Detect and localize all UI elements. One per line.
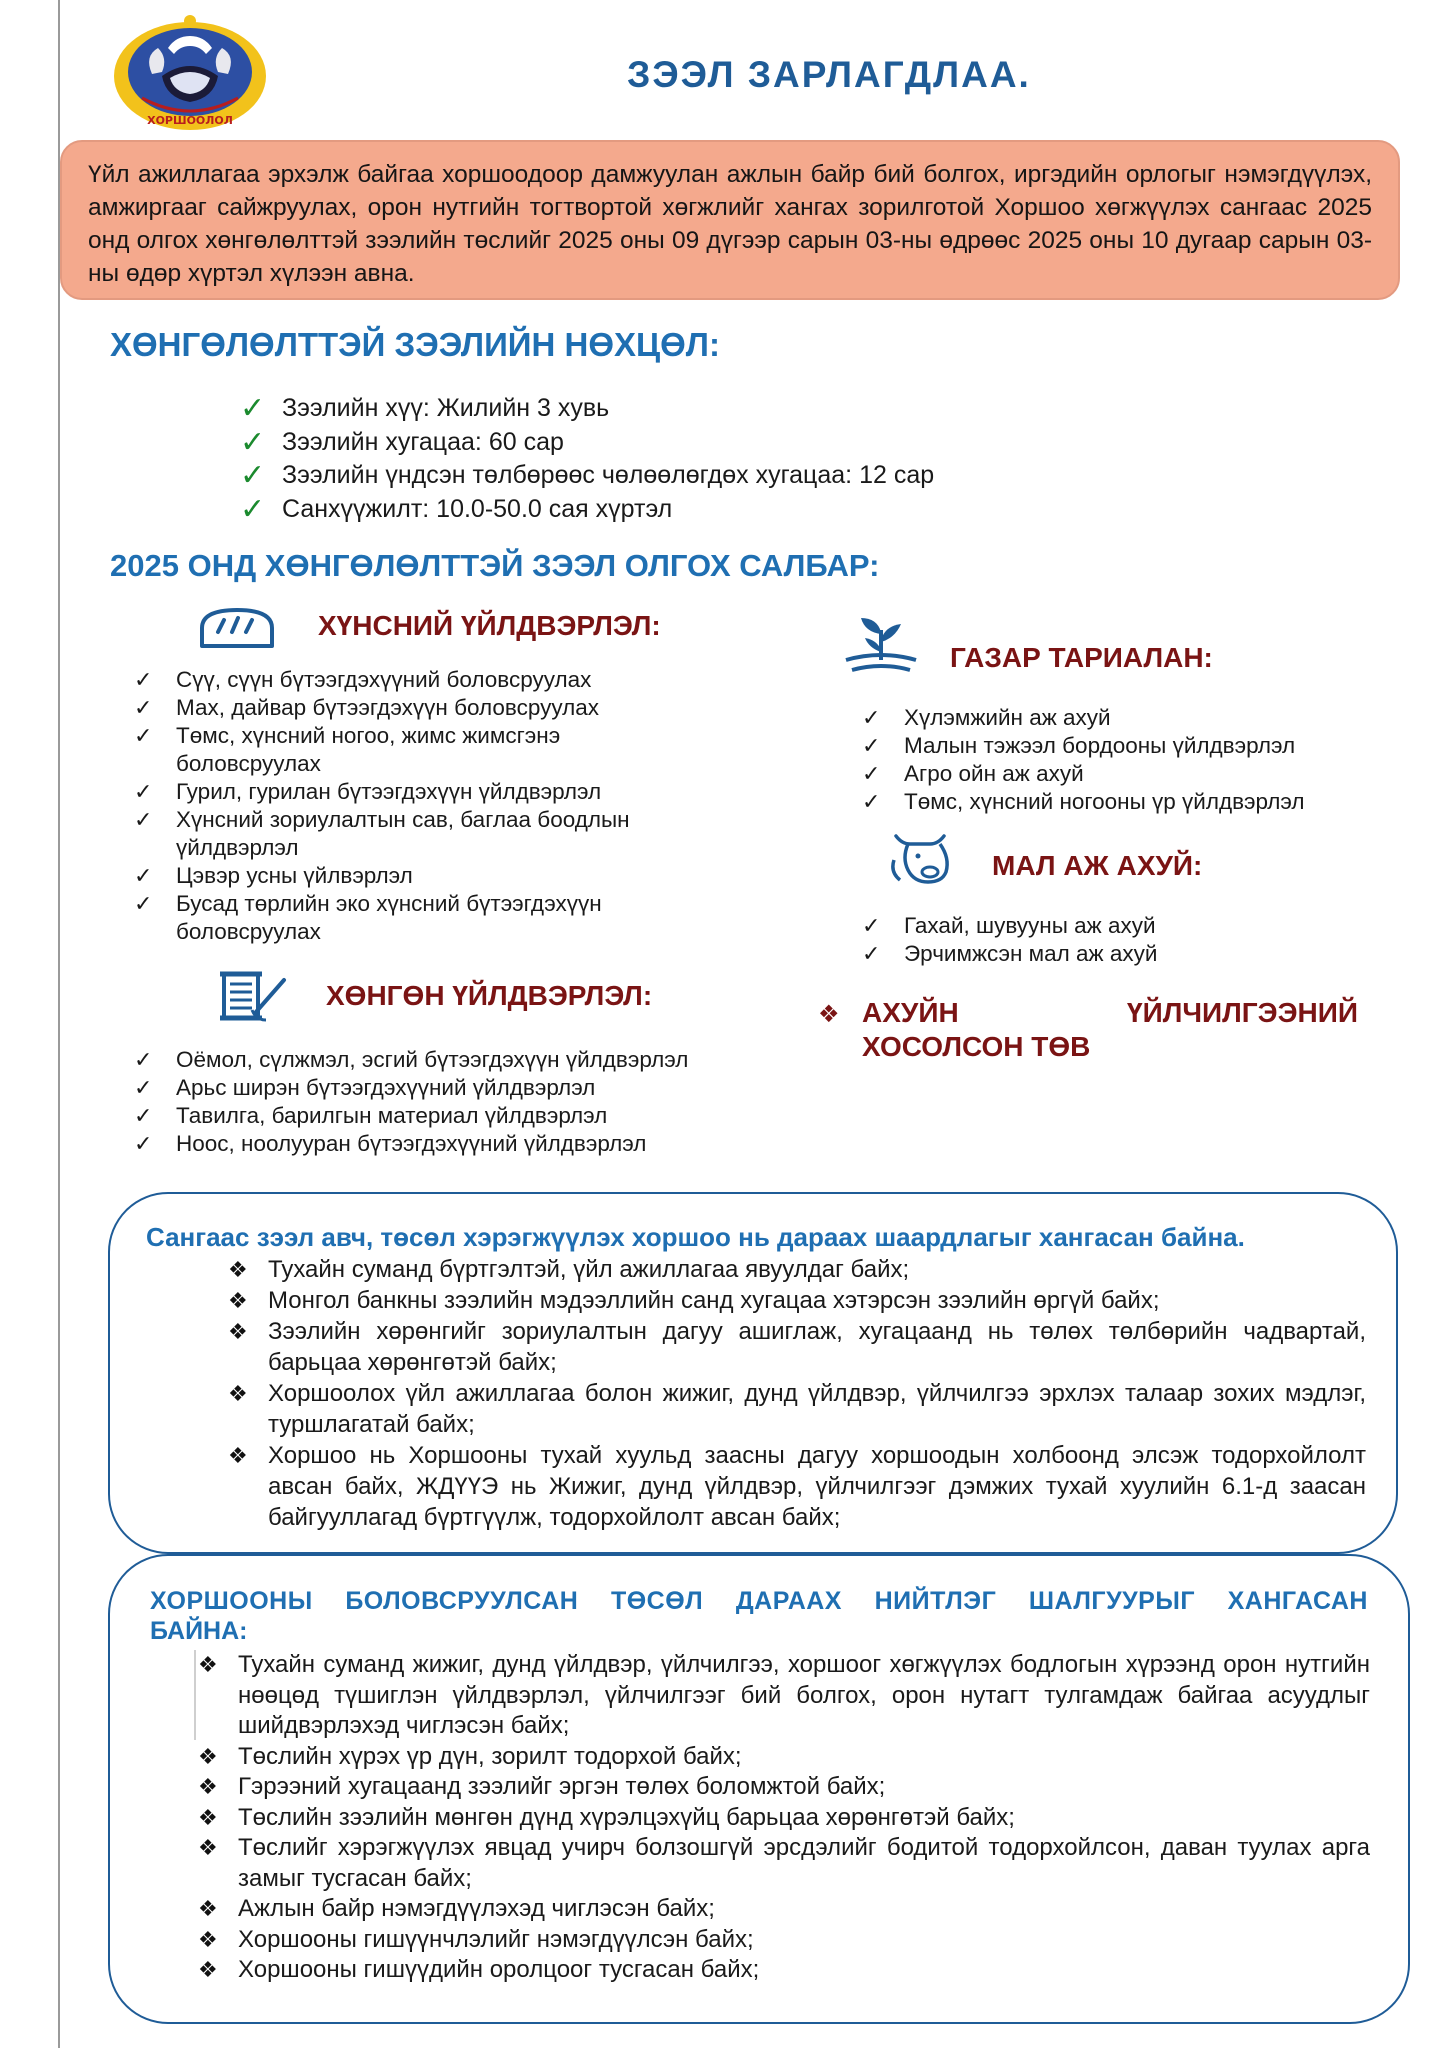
checkmark-icon: ✓ bbox=[240, 492, 266, 526]
diamond-bullet-icon: ❖ bbox=[228, 1319, 248, 1344]
food-sector-item bbox=[134, 862, 654, 890]
requirement-item bbox=[226, 1254, 1366, 1285]
light-industry-item-text: Тавилга, барилгын материал үйлдвэрлэл bbox=[176, 1103, 608, 1128]
checkmark-icon: ✓ bbox=[134, 1103, 153, 1128]
food-production-list bbox=[134, 666, 654, 946]
sectors-heading: 2025 ОНД ХӨНГӨЛӨЛТТЭЙ ЗЭЭЛ ОЛГОХ САЛБАР: bbox=[110, 548, 880, 583]
checkmark-icon: ✓ bbox=[862, 733, 881, 758]
farming-item-text: Агро ойн аж ахуй bbox=[904, 761, 1084, 786]
food-sector-item bbox=[134, 666, 654, 694]
livestock-item bbox=[862, 912, 1382, 940]
criteria-heading-line1: ХОРШООНЫ БОЛОВСРУУЛСАН ТӨСӨЛ ДАРААХ НИЙТЛЭГ ШАЛГУУРЫГ ХАНГАСАН bbox=[150, 1587, 1368, 1615]
loan-term-item-text: Зээлийн үндсэн төлбөрөөс чөлөөлөгдөх хугацаа: 12 сар bbox=[282, 461, 935, 489]
criterion-item bbox=[196, 1955, 1370, 1986]
criterion-item-text: Гэрээний хугацаанд зээлийг эргэн төлөх боломжтой байх; bbox=[238, 1773, 886, 1800]
checkmark-icon: ✓ bbox=[134, 695, 153, 720]
farming-item bbox=[862, 732, 1402, 760]
page-title: ЗЭЭЛ ЗАРЛАГДЛАА. bbox=[627, 54, 1031, 95]
criterion-item-text: Хоршооны гишүүнчлэлийг нэмэгдүүлсэн байх; bbox=[238, 1925, 754, 1953]
loan-terms-list bbox=[240, 392, 1140, 526]
service-center-line2: ХОСОЛСОН ТӨВ bbox=[862, 1031, 1091, 1062]
requirement-item bbox=[226, 1285, 1366, 1316]
criterion-item bbox=[196, 1650, 1370, 1742]
livestock-item-text: Эрчимжсэн мал аж ахуй bbox=[904, 941, 1158, 966]
food-sector-item-text: Цэвэр усны үйлвэрлэл bbox=[176, 863, 413, 888]
food-sector-item bbox=[134, 694, 654, 722]
farming-list bbox=[862, 704, 1402, 816]
light-industry-item bbox=[134, 1046, 694, 1074]
diamond-bullet-icon: ❖ bbox=[228, 1288, 248, 1313]
criterion-item bbox=[196, 1925, 1370, 1956]
checkmark-icon: ✓ bbox=[862, 705, 881, 730]
sprout-icon bbox=[842, 612, 920, 674]
farming-item-text: Төмс, хүнсний ногооны үр үйлдвэрлэл bbox=[904, 789, 1305, 814]
svg-text:ХОРШООЛОЛ: ХОРШООЛОЛ bbox=[147, 114, 233, 127]
service-center-line1: АХУЙН ҮЙЛЧИЛГЭЭНИЙ bbox=[862, 997, 1358, 1028]
criterion-item-text: Ажлын байр нэмэгдүүлэхэд чиглэсэн байх; bbox=[238, 1895, 715, 1922]
criterion-item bbox=[196, 1833, 1370, 1894]
checkmark-icon: ✓ bbox=[862, 761, 881, 786]
checkmark-icon: ✓ bbox=[134, 891, 153, 916]
diamond-bullet-icon: ❖ bbox=[198, 1652, 218, 1677]
left-margin-rule bbox=[58, 0, 60, 2048]
farming-item-text: Малын тэжээл бордооны үйлдвэрлэл bbox=[904, 733, 1296, 758]
requirements-list bbox=[226, 1254, 1366, 1533]
criteria-heading-line2: БАЙНА: bbox=[150, 1617, 248, 1645]
criterion-item-text: Тухайн суманд жижиг, дунд үйлдвэр, үйлчилгээ, хоршоог хөгжүүлэх бодлогын хүрээнд орон нутгийн нөөцөд түшиглэн үйлдвэрлэл, үйлчилгээг бий болгох, орон нутагт тулгамдаж байгаа асуудлыг шийдвэрлэхэд чиглэсэн байх; bbox=[238, 1651, 1370, 1739]
checkmark-icon: ✓ bbox=[134, 723, 153, 748]
loan-term-item bbox=[240, 459, 1140, 493]
checkmark-icon: ✓ bbox=[240, 425, 266, 459]
farming-item bbox=[862, 704, 1402, 732]
requirement-item-text: Хоршоо нь Хоршооны тухай хуульд заасны дагуу хоршоодын холбоонд элсэж тодорхойлолт авсан байх, ЖДҮҮЭ нь Жижиг, дунд үйлдвэр, үйлчилгээг дэмжих тухай хуулийн 6.1-д заасан байгууллагад бүртгүүлж, тодорхойлолт авсан байх; bbox=[268, 1442, 1366, 1531]
requirement-item bbox=[226, 1316, 1366, 1378]
food-sector-item bbox=[134, 890, 654, 946]
diamond-bullet-icon: ❖ bbox=[818, 1001, 840, 1028]
criterion-item-text: Төслийг хэрэгжүүлэх явцад учирч болзошгүй эрсдэлийг бодитой тодорхойлсон, даван туулах арга замыг тусгасан байх; bbox=[238, 1834, 1370, 1892]
light-industry-item-text: Арьс ширэн бүтээгдэхүүний үйлдвэрлэл bbox=[176, 1075, 596, 1100]
diamond-bullet-icon: ❖ bbox=[198, 1743, 218, 1769]
diamond-bullet-icon: ❖ bbox=[198, 1835, 218, 1860]
food-sector-item bbox=[134, 806, 654, 862]
requirement-item-text: Зээлийн хөрөнгийг зориулалтын дагуу ашиглаж, хугацаанд нь төлөх төлбөрийн чадвартай, барьцаа хөрөнгөтэй байх; bbox=[268, 1318, 1366, 1376]
checkmark-icon: ✓ bbox=[134, 1075, 153, 1100]
checkmark-icon: ✓ bbox=[134, 779, 153, 804]
light-industry-list bbox=[134, 1046, 694, 1158]
diamond-bullet-icon: ❖ bbox=[198, 1926, 218, 1952]
requirement-item bbox=[226, 1440, 1366, 1533]
diamond-bullet-icon: ❖ bbox=[198, 1804, 218, 1830]
diamond-bullet-icon: ❖ bbox=[228, 1257, 248, 1282]
criterion-item bbox=[196, 1894, 1370, 1925]
checkmark-icon: ✓ bbox=[862, 941, 881, 966]
farming-item bbox=[862, 760, 1402, 788]
criterion-item bbox=[196, 1742, 1370, 1773]
checkmark-icon: ✓ bbox=[134, 807, 153, 832]
criterion-item bbox=[196, 1803, 1370, 1834]
livestock-heading: МАЛ АЖ АХУЙ: bbox=[992, 850, 1203, 881]
light-industry-item bbox=[134, 1102, 694, 1130]
food-sector-item-text: Сүү, сүүн бүтээгдэхүүний боловсруулах bbox=[176, 667, 592, 692]
criteria-list bbox=[196, 1650, 1370, 1986]
loan-term-item-text: Зээлийн хүү: Жилийн 3 хувь bbox=[282, 394, 610, 422]
food-sector-item bbox=[134, 722, 654, 778]
checkmark-icon: ✓ bbox=[134, 1131, 153, 1156]
criterion-item-text: Төслийн хүрэх үр дүн, зорилт тодорхой байх; bbox=[238, 1742, 742, 1770]
diamond-bullet-icon: ❖ bbox=[198, 1896, 218, 1921]
diamond-bullet-icon: ❖ bbox=[198, 1957, 218, 1982]
livestock-list bbox=[862, 912, 1382, 968]
light-industry-item bbox=[134, 1074, 694, 1102]
loan-term-item-text: Санхүүжилт: 10.0-50.0 сая хүртэл bbox=[282, 494, 673, 523]
food-sector-item-text: Мах, дайвар бүтээгдэхүүн боловсруулах bbox=[176, 695, 599, 720]
loan-term-item-text: Зээлийн хугацаа: 60 сар bbox=[282, 427, 564, 456]
food-sector-item-text: Төмс, хүнсний ногоо, жимс жимсгэнэ боловсруулах bbox=[176, 723, 561, 776]
diamond-bullet-icon: ❖ bbox=[228, 1381, 248, 1406]
diamond-bullet-icon: ❖ bbox=[228, 1443, 248, 1468]
light-industry-item-text: Ноос, ноолууран бүтээгдэхүүний үйлдвэрлэл bbox=[176, 1131, 647, 1156]
cow-icon bbox=[886, 830, 958, 888]
light-industry-item bbox=[134, 1130, 694, 1158]
food-sector-item-text: Бусад төрлийн эко хүнсний бүтээгдэхүүн боловсруулах bbox=[176, 891, 602, 944]
farming-item-text: Хүлэмжийн аж ахуй bbox=[904, 705, 1111, 730]
loan-term-item bbox=[240, 493, 1140, 527]
loan-term-item bbox=[240, 426, 1140, 460]
checkmark-icon: ✓ bbox=[134, 1047, 153, 1072]
diamond-bullet-icon: ❖ bbox=[198, 1774, 218, 1799]
livestock-item-text: Гахай, шувууны аж ахуй bbox=[904, 913, 1156, 938]
checkmark-icon: ✓ bbox=[134, 667, 153, 692]
requirement-item-text: Монгол банкны зээлийн мэдээллийн санд хугацаа хэтэрсэн зээлийн өргүй байх; bbox=[268, 1287, 1160, 1314]
requirement-item-text: Хоршоолох үйл ажиллагаа болон жижиг, дунд үйлдвэр, үйлчилгээ эрхлэх талаар зохих мэдлэг, туршлагатай байх; bbox=[268, 1380, 1366, 1438]
light-industry-item-text: Оёмол, сүлжмэл, эсгий бүтээгдэхүүн үйлдвэрлэл bbox=[176, 1047, 689, 1072]
loan-term-item bbox=[240, 392, 1140, 426]
criterion-item-text: Төслийн зээлийн мөнгөн дүнд хүрэлцэхүйц барьцаа хөрөнгөтэй байх; bbox=[238, 1803, 1015, 1831]
food-sector-item bbox=[134, 778, 654, 806]
checkmark-icon: ✓ bbox=[134, 863, 153, 888]
livestock-item bbox=[862, 940, 1382, 968]
farming-heading: ГАЗАР ТАРИАЛАН: bbox=[950, 642, 1213, 673]
intro-announcement: Үйл ажиллагаа эрхэлж байгаа хоршоодоор дамжуулан ажлын байр бий болгох, иргэдийн орлогыг нэмэгдүүлэх, амжиргааг сайжруулах, орон нутгийн тогтвортой хөгжлийг хангах зорилготой Хоршоо хөгжүүлэх сангаас 2025 онд олгох хөнгөлөлттэй зээлийн төслийг 2025 оны 09 дүгээр сарын 03-ны өдрөөс 2025 оны 10 дугаар сарын 03-ны өдөр хүртэл хүлээн авна. bbox=[60, 140, 1400, 300]
requirements-heading: Сангаас зээл авч, төсөл хэрэгжүүлэх хоршоо нь дараах шаардлагыг хангасан байна. bbox=[146, 1222, 1245, 1252]
checkmark-icon: ✓ bbox=[240, 392, 266, 425]
light-industry-heading: ХӨНГӨН ҮЙЛДВЭРЛЭЛ: bbox=[326, 980, 653, 1011]
farming-item bbox=[862, 788, 1402, 816]
food-production-heading: ХҮНСНИЙ ҮЙЛДВЭРЛЭЛ: bbox=[318, 610, 661, 641]
criterion-item-text: Хоршооны гишүүдийн оролцоог тусгасан байх; bbox=[238, 1956, 760, 1983]
loan-terms-heading: ХӨНГӨЛӨЛТТЭЙ ЗЭЭЛИЙН НӨХЦӨЛ: bbox=[110, 326, 720, 363]
requirement-item-text: Тухайн суманд бүртгэлтэй, үйл ажиллагаа явуулдаг байх; bbox=[268, 1256, 910, 1283]
checkmark-icon: ✓ bbox=[240, 459, 266, 492]
checkmark-icon: ✓ bbox=[862, 789, 881, 814]
bread-icon bbox=[196, 604, 278, 652]
food-sector-item-text: Хүнсний зориулалтын сав, баглаа боодлын үйлдвэрлэл bbox=[176, 807, 630, 860]
criterion-item bbox=[196, 1772, 1370, 1803]
requirement-item bbox=[226, 1378, 1366, 1440]
sewing-icon bbox=[216, 970, 288, 1026]
food-sector-item-text: Гурил, гурилан бүтээгдэхүүн үйлдвэрлэл bbox=[176, 779, 602, 804]
checkmark-icon: ✓ bbox=[862, 913, 881, 938]
